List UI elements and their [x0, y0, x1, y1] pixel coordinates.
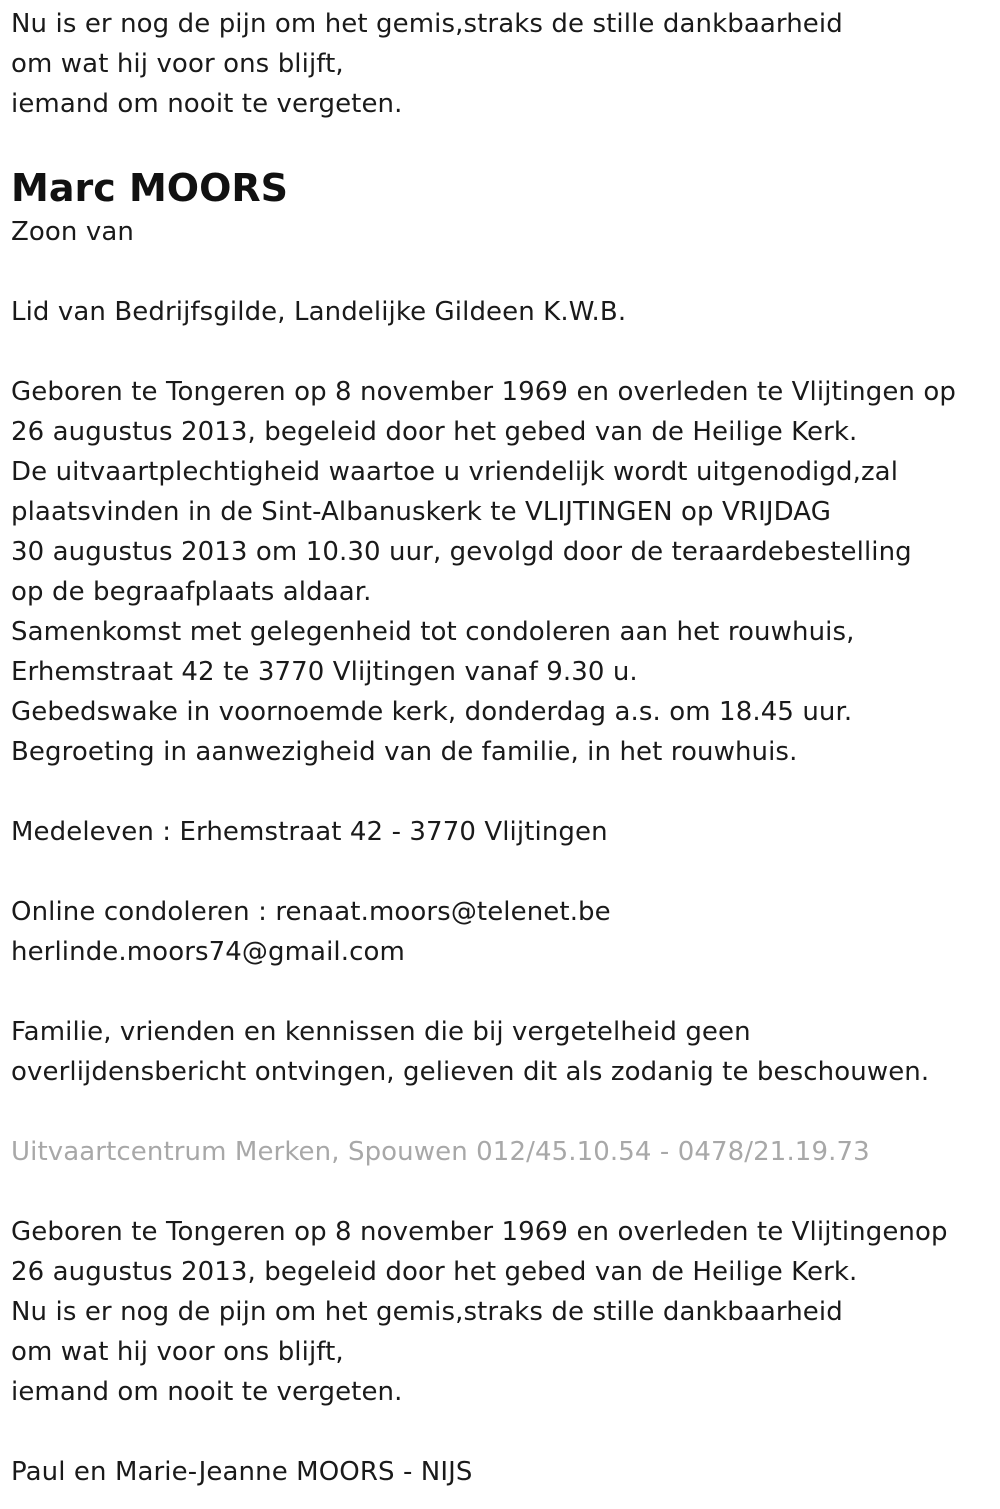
deceased-relation: Zoon van [11, 217, 134, 247]
intro-poem-line: Nu is er nog de pijn om het gemis,straks de stille dankbaarheid [11, 9, 843, 39]
closing-line: 26 augustus 2013, begeleid door het gebed van de Heilige Kerk. [11, 1257, 858, 1287]
spacer [11, 852, 986, 892]
closing-line: Geboren te Tongeren op 8 november 1969 en overleden te Vlijtingenop [11, 1217, 948, 1247]
condolence-address: Medeleven : Erhemstraat 42 - 3770 Vlijtingen [11, 817, 608, 847]
spacer [11, 252, 986, 292]
online-condolence-email: herlinde.moors74@gmail.com [11, 937, 405, 967]
closing-line: iemand om nooit te vergeten. [11, 1377, 403, 1407]
online-condolence-line: Online condoleren : renaat.moors@telenet.be [11, 897, 611, 927]
ceremony-line: op de begraafplaats aldaar. [11, 577, 372, 607]
spacer [11, 332, 986, 372]
ceremony-line: plaatsvinden in de Sint-Albanuskerk te VLIJTINGEN op VRIJDAG [11, 497, 831, 527]
ceremony-line: 30 augustus 2013 om 10.30 uur, gevolgd door de teraardebestelling [11, 537, 912, 567]
deceased-name: Marc MOORS [11, 166, 289, 210]
ceremony-line: Geboren te Tongeren op 8 november 1969 en overleden te Vlijtingen op [11, 377, 956, 407]
ceremony-line: Begroeting in aanwezigheid van de familie, in het rouwhuis. [11, 737, 798, 767]
notice-line: Familie, vrienden en kennissen die bij vergetelheid geen [11, 1017, 751, 1047]
obituary-document [11, 4, 986, 1492]
spacer [11, 1412, 986, 1452]
intro-poem-line: om wat hij voor ons blijft, [11, 49, 344, 79]
spacer [11, 1092, 986, 1132]
membership-text: Lid van Bedrijfsgilde, Landelijke Gildeen K.W.B. [11, 297, 627, 327]
ceremony-line: Gebedswake in voornoemde kerk, donderdag a.s. om 18.45 uur. [11, 697, 853, 727]
ceremony-line: Samenkomst met gelegenheid tot condoleren aan het rouwhuis, [11, 617, 855, 647]
closing-line: om wat hij voor ons blijft, [11, 1337, 344, 1367]
signature: Paul en Marie-Jeanne MOORS - NIJS [11, 1457, 473, 1487]
spacer [11, 124, 986, 164]
spacer [11, 772, 986, 812]
closing-line: Nu is er nog de pijn om het gemis,straks de stille dankbaarheid [11, 1297, 843, 1327]
ceremony-line: De uitvaartplechtigheid waartoe u vriendelijk wordt uitgenodigd,zal [11, 457, 899, 487]
spacer [11, 972, 986, 1012]
notice-line: overlijdensbericht ontvingen, gelieven dit als zodanig te beschouwen. [11, 1057, 930, 1087]
ceremony-line: 26 augustus 2013, begeleid door het gebed van de Heilige Kerk. [11, 417, 858, 447]
funeral-home-info: Uitvaartcentrum Merken, Spouwen 012/45.10.54 - 0478/21.19.73 [11, 1137, 870, 1167]
intro-poem-line: iemand om nooit te vergeten. [11, 89, 403, 119]
ceremony-line: Erhemstraat 42 te 3770 Vlijtingen vanaf 9.30 u. [11, 657, 638, 687]
spacer [11, 1172, 986, 1212]
